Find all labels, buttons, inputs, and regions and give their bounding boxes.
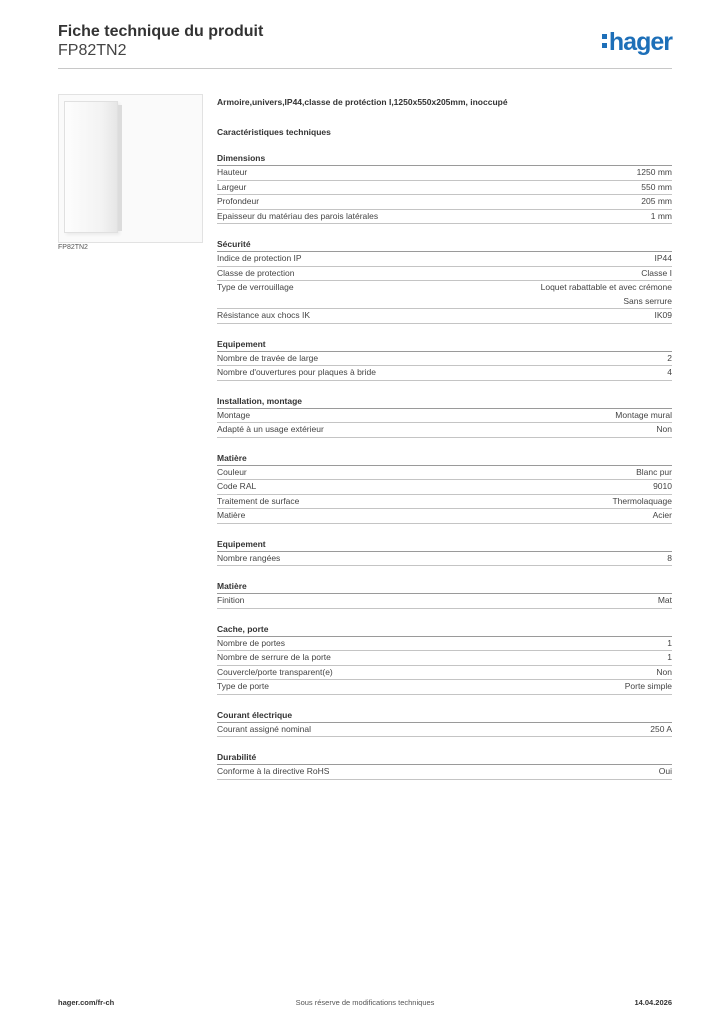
spec-label: Type de verrouillage bbox=[217, 282, 294, 292]
spec-value-line: 8 bbox=[667, 552, 672, 563]
spec-value-line: 1 bbox=[667, 652, 672, 662]
spec-label: Conforme à la directive RoHS bbox=[217, 766, 330, 776]
spec-row bbox=[217, 366, 672, 381]
spec-value bbox=[245, 509, 672, 523]
spec-row bbox=[217, 594, 672, 609]
spec-section bbox=[217, 580, 672, 609]
product-description: Armoire,univers,IP44,classe de protéction I,1250x550x205mm, inoccupé bbox=[217, 97, 508, 107]
spec-section bbox=[217, 338, 672, 381]
spec-row bbox=[217, 309, 672, 324]
spec-label: Finition bbox=[217, 595, 245, 605]
product-reference: FP82TN2 bbox=[58, 42, 127, 59]
spec-value bbox=[256, 480, 672, 494]
spec-row bbox=[217, 267, 672, 282]
spec-value-line: Loquet rabattable et avec crémone bbox=[540, 282, 672, 292]
spec-row bbox=[217, 252, 672, 267]
spec-value-line: 1 bbox=[667, 637, 672, 648]
spec-value-line: IP44 bbox=[654, 253, 672, 263]
spec-value bbox=[333, 666, 672, 680]
spec-row bbox=[217, 480, 672, 495]
spec-value-line: Oui bbox=[658, 766, 672, 776]
spec-row bbox=[217, 666, 672, 681]
spec-value-line: Non bbox=[656, 424, 672, 434]
spec-label: Couleur bbox=[217, 466, 247, 477]
spec-value bbox=[295, 267, 673, 281]
page-title: Fiche technique du produit bbox=[58, 23, 264, 40]
spec-section bbox=[217, 238, 672, 324]
spec-value-line: Thermolaquage bbox=[612, 495, 672, 506]
logo-text: hager bbox=[608, 28, 672, 56]
spec-label: Nombre de portes bbox=[217, 637, 286, 648]
spec-value-line: 250 A bbox=[650, 723, 672, 734]
spec-label: Nombre de serrure de la porte bbox=[217, 652, 331, 662]
spec-value bbox=[324, 423, 672, 437]
spec-value bbox=[259, 195, 672, 209]
spec-label: Courant assigné nominal bbox=[217, 723, 312, 734]
spec-section bbox=[217, 452, 672, 524]
logo-dots-icon bbox=[602, 33, 608, 49]
spec-label: Résistance aux chocs IK bbox=[217, 310, 311, 320]
section-title: Dimensions bbox=[217, 152, 672, 166]
spec-label: Profondeur bbox=[217, 196, 260, 206]
cabinet-illustration bbox=[64, 101, 118, 233]
spec-row bbox=[217, 637, 672, 652]
hager-logo bbox=[602, 28, 672, 56]
spec-value-line: 1 mm bbox=[650, 210, 672, 221]
spec-label: Matière bbox=[217, 510, 246, 520]
spec-value-line: IK09 bbox=[654, 310, 672, 320]
spec-row bbox=[217, 723, 672, 738]
section-title: Durabilité bbox=[217, 751, 672, 765]
spec-label: Montage bbox=[217, 409, 251, 420]
spec-content bbox=[217, 96, 672, 780]
spec-label: Traitement de surface bbox=[217, 495, 300, 506]
spec-row bbox=[217, 651, 672, 666]
spec-label: Code RAL bbox=[217, 481, 257, 491]
spec-value bbox=[299, 495, 672, 509]
spec-row bbox=[217, 423, 672, 438]
spec-value-line: Acier bbox=[652, 510, 672, 520]
spec-row bbox=[217, 195, 672, 210]
spec-row bbox=[217, 352, 672, 367]
section-title: Courant électrique bbox=[217, 709, 672, 723]
spec-label: Epaisseur du matériau des parois latérales bbox=[217, 210, 379, 221]
spec-value-line: Classe I bbox=[641, 267, 672, 278]
spec-value bbox=[302, 252, 672, 266]
spec-row bbox=[217, 466, 672, 481]
spec-value-line: Non bbox=[656, 666, 672, 677]
spec-row bbox=[217, 509, 672, 524]
spec-value-line: 550 mm bbox=[641, 181, 672, 192]
spec-value-line: 1250 mm bbox=[636, 167, 672, 177]
spec-section bbox=[217, 623, 672, 695]
footer-website[interactable]: hager.com/fr-ch bbox=[58, 998, 115, 1007]
spec-value bbox=[376, 366, 672, 380]
spec-value bbox=[247, 466, 672, 480]
spec-value-line: Mat bbox=[657, 595, 672, 605]
spec-value bbox=[285, 637, 672, 651]
spec-section bbox=[217, 751, 672, 780]
spec-row bbox=[217, 765, 672, 780]
spec-value-line: 4 bbox=[667, 367, 672, 377]
spec-sections bbox=[217, 152, 672, 780]
spec-value bbox=[280, 552, 672, 566]
spec-value bbox=[311, 723, 672, 737]
spec-value bbox=[378, 210, 672, 224]
section-title: Matière bbox=[217, 452, 672, 466]
characteristics-heading: Caractéristiques techniques bbox=[217, 127, 331, 137]
section-title: Equipement bbox=[217, 338, 672, 352]
spec-value bbox=[247, 166, 672, 180]
spec-value bbox=[329, 765, 672, 779]
footer-disclaimer: Sous réserve de modifications techniques bbox=[295, 998, 435, 1007]
spec-section bbox=[217, 709, 672, 738]
spec-row bbox=[217, 552, 672, 567]
spec-value bbox=[250, 409, 672, 423]
spec-row bbox=[217, 181, 672, 196]
spec-value-line: 9010 bbox=[653, 481, 672, 491]
spec-value bbox=[246, 181, 672, 195]
spec-value-line: Sans serrure bbox=[623, 295, 672, 306]
spec-row bbox=[217, 680, 672, 695]
spec-value-line: 2 bbox=[667, 352, 672, 363]
header bbox=[58, 22, 263, 60]
spec-value bbox=[310, 309, 672, 323]
spec-section bbox=[217, 538, 672, 567]
spec-label: Nombre de travée de large bbox=[217, 352, 319, 363]
spec-section bbox=[217, 152, 672, 224]
spec-label: Adapté à un usage extérieur bbox=[217, 424, 324, 434]
section-title: Matière bbox=[217, 580, 672, 594]
header-divider bbox=[58, 68, 672, 69]
product-image bbox=[58, 94, 203, 243]
spec-value-line: Montage mural bbox=[615, 409, 672, 420]
spec-value-line: 205 mm bbox=[641, 196, 672, 206]
spec-label: Type de porte bbox=[217, 681, 269, 691]
footer-date: 14.04.2026 bbox=[634, 998, 672, 1007]
section-title: Cache, porte bbox=[217, 623, 672, 637]
section-title: Installation, montage bbox=[217, 395, 672, 409]
spec-label: Nombre rangées bbox=[217, 552, 281, 563]
spec-row bbox=[217, 210, 672, 225]
spec-label: Nombre d'ouvertures pour plaques à bride bbox=[217, 367, 376, 377]
spec-value bbox=[244, 594, 672, 608]
spec-value bbox=[269, 680, 672, 694]
spec-label: Couvercle/porte transparent(e) bbox=[217, 666, 333, 677]
spec-row bbox=[217, 166, 672, 181]
spec-row bbox=[217, 409, 672, 424]
spec-value bbox=[294, 281, 672, 308]
section-title: Sécurité bbox=[217, 238, 672, 252]
spec-section bbox=[217, 395, 672, 438]
spec-label: Largeur bbox=[217, 181, 247, 192]
spec-value-line: Blanc pur bbox=[636, 466, 672, 477]
spec-value-line: Porte simple bbox=[624, 681, 672, 691]
spec-label: Hauteur bbox=[217, 167, 248, 177]
spec-label: Indice de protection IP bbox=[217, 253, 302, 263]
spec-row bbox=[217, 281, 672, 309]
spec-value bbox=[331, 651, 672, 665]
spec-label: Classe de protection bbox=[217, 267, 295, 278]
spec-value bbox=[318, 352, 672, 366]
product-image-caption: FP82TN2 bbox=[58, 244, 88, 251]
spec-row bbox=[217, 495, 672, 510]
section-title: Equipement bbox=[217, 538, 672, 552]
